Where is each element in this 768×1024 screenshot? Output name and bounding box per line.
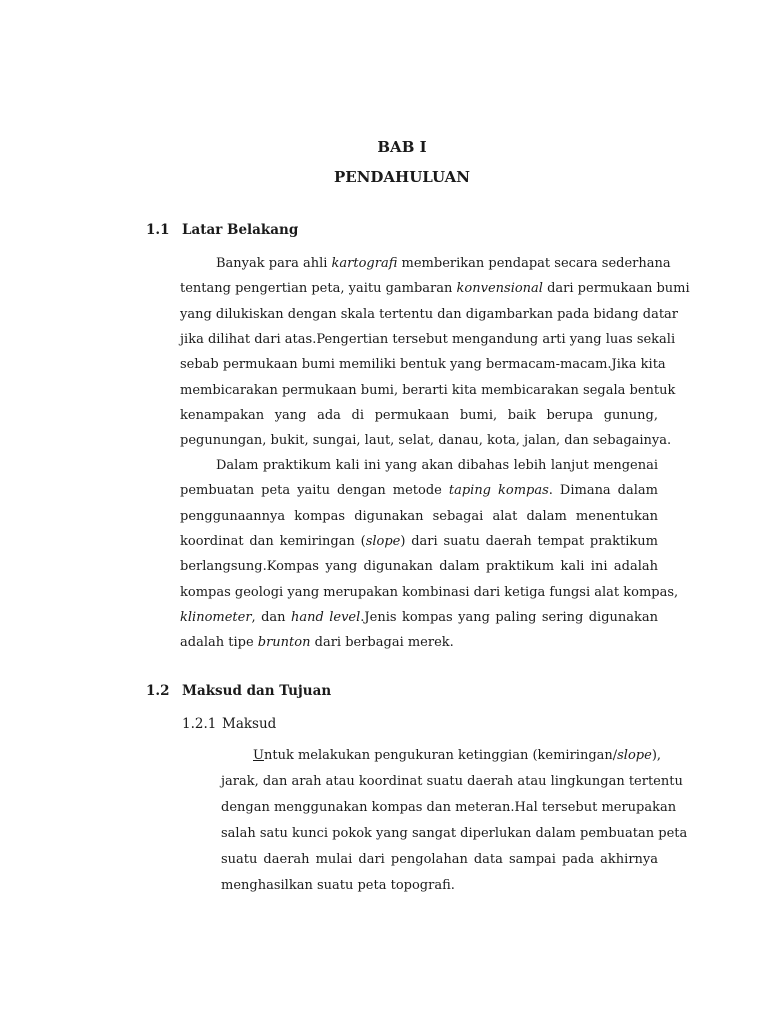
text-line — [180, 508, 658, 526]
text-run: .Jenis kompas yang paling sering digunakan — [360, 609, 659, 625]
text-run: dari permukaan bumi — [542, 281, 690, 297]
text-run: tentang pengertian peta, yaitu gambaran — [180, 281, 457, 297]
text-line — [180, 482, 658, 500]
text-run: Dalam praktikum kali ini yang akan dibahas lebih lanjut mengenai — [216, 458, 658, 473]
italic-term: kartografi — [331, 256, 398, 271]
text-run: kenampakan yang ada di permukaan bumi, baik berupa gunung, — [180, 407, 658, 423]
text-line — [180, 306, 679, 324]
section-heading-1-1 — [146, 222, 298, 238]
text-run: pegunungan, bukit, sungai, laut, selat, danau, kota, jalan, dan sebagainya. — [180, 433, 672, 449]
text-line — [180, 356, 666, 374]
text-run: sebab permukaan bumi memiliki bentuk yang bermacam-macam.Jika kita — [180, 357, 666, 373]
italic-term: klinometer — [180, 609, 252, 625]
text-line — [221, 773, 683, 791]
text-line — [180, 533, 658, 551]
text-line — [253, 747, 662, 765]
text-run: adalah tipe — [180, 635, 258, 651]
section-number: 1.2 — [146, 683, 170, 699]
italic-term: taping kompas — [448, 483, 549, 499]
chapter-title: PENDAHULUAN — [333, 168, 471, 186]
text-run: berlangsung.Kompas yang digunakan dalam praktikum kali ini adalah — [180, 559, 658, 575]
text-line — [180, 407, 658, 425]
text-line — [221, 851, 658, 869]
text-run: penggunaannya kompas digunakan sebagai alat dalam menentukan — [180, 508, 658, 524]
text-run: Banyak para ahli — [216, 256, 332, 271]
chapter-label: BAB I — [377, 138, 427, 156]
italic-term: hand level — [290, 609, 361, 625]
text-run: menghasilkan suatu peta topografi. — [221, 878, 455, 893]
text-run: pembuatan peta yaitu dengan metode — [180, 483, 449, 499]
text-line — [180, 280, 690, 298]
section-title: Maksud dan Tujuan — [182, 683, 332, 699]
text-run: dari berbagai merek. — [310, 635, 454, 651]
text-line — [180, 382, 676, 400]
text-line — [180, 584, 679, 602]
subsection-number: 1.2.1 — [182, 716, 217, 732]
text-line — [180, 609, 658, 627]
section-title: Latar Belakang — [182, 222, 299, 238]
section-number: 1.1 — [146, 222, 170, 238]
text-run: salah satu kunci pokok yang sangat diperlukan dalam pembuatan peta — [221, 826, 688, 841]
text-run: membicarakan permukaan bumi, berarti kita membicarakan segala bentuk — [180, 382, 676, 398]
text-line — [221, 799, 677, 817]
text-run: kompas geologi yang merupakan kombinasi dari ketiga fungsi alat kompas, — [180, 584, 679, 600]
text-run: ) dari suatu daerah tempat praktikum — [400, 533, 658, 549]
italic-term: brunton — [257, 635, 311, 651]
italic-term: slope — [365, 533, 401, 549]
text-run: jika dilihat dari atas.Pengertian tersebut mengandung arti yang luas sekali — [180, 331, 676, 347]
text-run: ), — [651, 748, 662, 763]
section-heading-1-2 — [146, 683, 331, 699]
text-run: . Dimana dalam — [548, 483, 658, 499]
text-line — [221, 825, 688, 843]
italic-term: slope — [617, 748, 652, 763]
text-run: yang dilukiskan dengan skala tertentu dan digambarkan pada bidang datar — [180, 306, 679, 322]
subsection-title: Maksud — [222, 716, 277, 732]
subsection-heading-1-2-1 — [182, 716, 276, 732]
text-run: memberikan pendapat secara sederhana — [397, 256, 671, 271]
text-run: dengan menggunakan kompas dan meteran.Hal tersebut merupakan — [221, 800, 677, 815]
text-run: suatu daerah mulai dari pengolahan data sampai pada akhirnya — [221, 852, 658, 867]
text-line — [180, 634, 658, 652]
text-line — [221, 877, 658, 895]
text-line — [180, 432, 672, 450]
text-run: jarak, dan arah atau koordinat suatu daerah atau lingkungan tertentu — [221, 774, 683, 789]
text-run: koordinat dan kemiringan ( — [180, 533, 366, 549]
text-line — [216, 457, 658, 475]
italic-term: konvensional — [456, 281, 543, 297]
text-line — [180, 558, 658, 576]
text-run: Untuk melakukan pengukuran ketinggian (kemiringan/ — [253, 748, 618, 763]
text-line — [180, 331, 676, 349]
text-line — [216, 255, 671, 273]
text-run: , dan — [251, 609, 291, 625]
